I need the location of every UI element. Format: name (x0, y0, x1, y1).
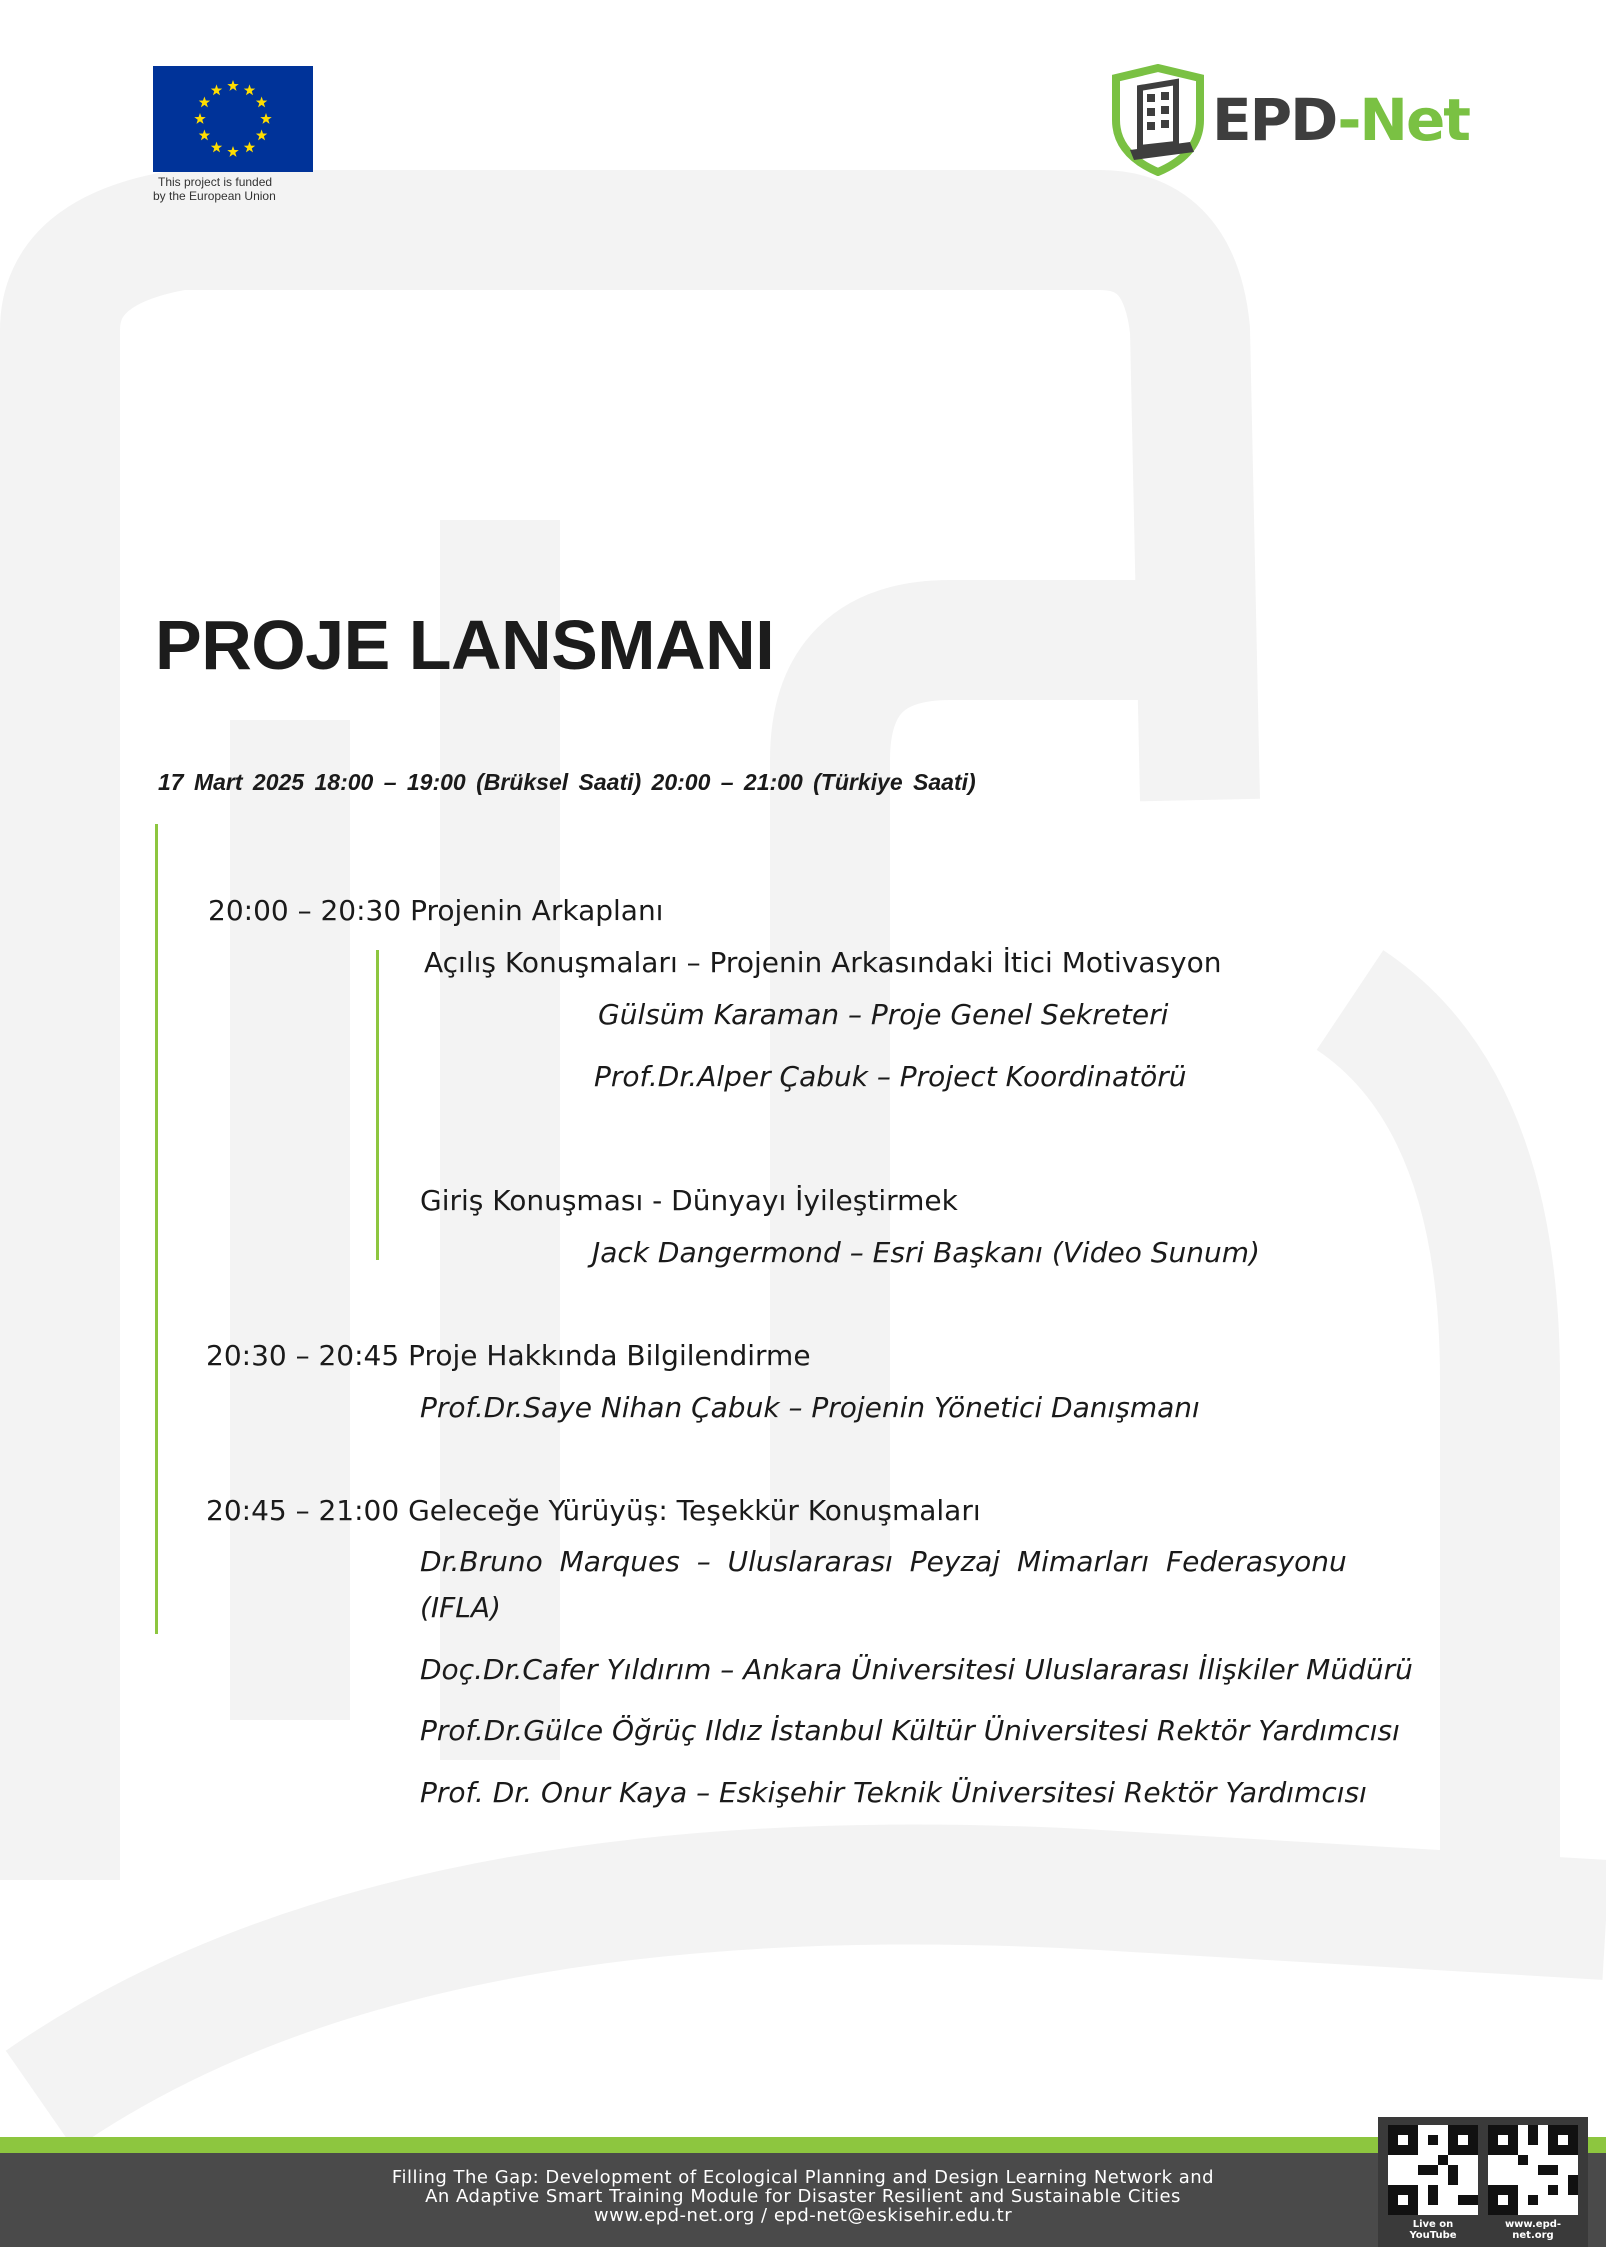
agenda-sub-rule (376, 950, 379, 1260)
agenda-session-1-speaker-2: Prof.Dr.Alper Çabuk – Project Koordinatörü (594, 1060, 1187, 1093)
agenda-session-3-time: 20:45 – 21:00 Geleceğe Yürüyüş: Teşekkür Konuşmaları (206, 1494, 981, 1527)
qr-codes-panel (1378, 2117, 1588, 2247)
agenda-session-1-speaker-1: Gülsüm Karaman – Proje Genel Sekreteri (598, 998, 1169, 1031)
page-title: PROJE LANSMANI (155, 606, 775, 684)
eu-caption-line1: This project is funded (158, 175, 273, 189)
footer-text (0, 2168, 1606, 2225)
brand-name-part1: EPD (1212, 86, 1338, 154)
agenda-session-2-time: 20:30 – 20:45 Proje Hakkında Bilgilendirme (206, 1339, 811, 1372)
footer-line-2: An Adaptive Smart Training Module for Disaster Resilient and Sustainable Cities (425, 2186, 1181, 2207)
brand-name-part2: -Net (1337, 86, 1470, 154)
footer-line-1: Filling The Gap: Development of Ecological Planning and Design Learning Network and (391, 2167, 1215, 2188)
brand-wordmark (1212, 86, 1469, 154)
website-qr-label: www.epd-net.org (1504, 2219, 1562, 2241)
shield-building-icon (1110, 64, 1206, 176)
agenda-session-1-speaker-3: Jack Dangermond – Esri Başkanı (Video Sunum) (592, 1236, 1260, 1269)
agenda-session-1-topic-2: Giriş Konuşması - Dünyayı İyileştirmek (420, 1184, 958, 1217)
eu-caption-line2: by the European Union (153, 189, 276, 203)
eu-funding-caption (153, 175, 313, 203)
eu-funding-badge (153, 66, 313, 203)
epd-net-logo (1110, 64, 1469, 176)
agenda-session-3-speaker-1: Dr.Bruno Marques – Uluslararası Peyzaj Mimarları Federasyonu (IFLA) (420, 1545, 1347, 1624)
qr-code-icon (1488, 2125, 1578, 2215)
agenda-session-2-speaker-1: Prof.Dr.Saye Nihan Çabuk – Projenin Yönetici Danışmanı (420, 1391, 1200, 1424)
agenda-session-1-time: 20:00 – 20:30 Projenin Arkaplanı (208, 894, 664, 927)
website-qr-code[interactable] (1488, 2125, 1578, 2215)
agenda-session-3-speaker-4: Prof. Dr. Onur Kaya – Eskişehir Teknik Üniversitesi Rektör Yardımcısı (420, 1776, 1367, 1809)
footer-accent-stripe (0, 2137, 1606, 2153)
youtube-qr-label: Live on YouTube (1409, 2219, 1457, 2241)
youtube-qr-code[interactable] (1388, 2125, 1478, 2215)
agenda-session-3-speaker-3: Prof.Dr.Gülce Öğrüç Ildız İstanbul Kültür Üniversitesi Rektör Yardımcısı (420, 1714, 1400, 1747)
event-date-line: 17 Mart 2025 18:00 – 19:00 (Brüksel Saati) 20:00 – 21:00 (Türkiye Saati) (158, 769, 976, 795)
agenda-main-rule (155, 824, 158, 1634)
qr-code-icon (1388, 2125, 1478, 2215)
agenda-session-1-topic-1: Açılış Konuşmaları – Projenin Arkasındaki İtici Motivasyon (424, 946, 1222, 979)
footer-contact-line[interactable]: www.epd-net.org / epd-net@eskisehir.edu.tr (593, 2205, 1013, 2226)
eu-flag-icon (153, 66, 313, 172)
agenda-session-3-speaker-2: Doç.Dr.Cafer Yıldırım – Ankara Üniversitesi Uluslararası İlişkiler Müdürü (420, 1653, 1413, 1686)
